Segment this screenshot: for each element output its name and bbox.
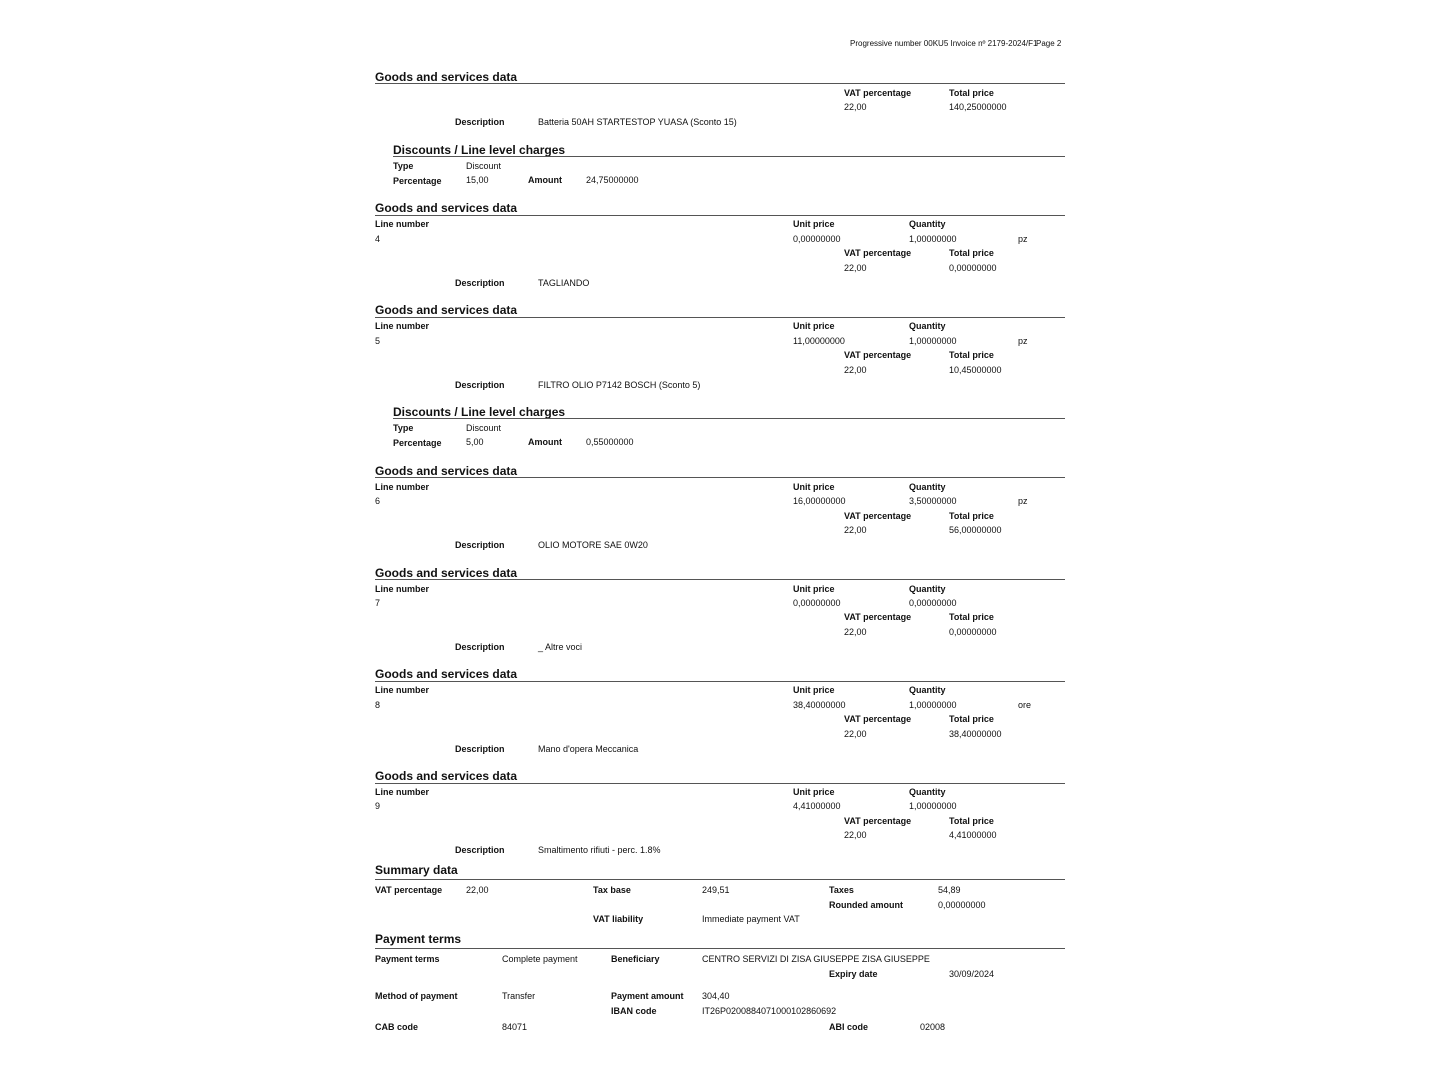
payment-terms-title: Payment terms (375, 932, 462, 946)
description-value: Smaltimento rifiuti - perc. 1.8% (538, 845, 661, 855)
description-value: OLIO MOTORE SAE 0W20 (538, 540, 648, 550)
payment-terms-label: Payment terms (375, 954, 440, 964)
vat-percentage-value: 22,00 (844, 102, 867, 112)
section-title: Goods and services data (375, 566, 518, 580)
line-number-value: 9 (375, 801, 381, 811)
type-value: Discount (466, 423, 502, 433)
vat-percentage-label: VAT percentage (844, 88, 912, 98)
amount-label: Amount (528, 175, 562, 185)
description-value: FILTRO OLIO P7142 BOSCH (Sconto 5) (538, 380, 701, 390)
line-number-label: Line number (375, 219, 430, 229)
total-price-label: Total price (949, 714, 994, 724)
section-divider (375, 317, 1065, 318)
section-divider (375, 215, 1065, 216)
type-value: Discount (466, 161, 502, 171)
quantity-value: 3,50000000 (909, 496, 957, 506)
progressive-number: Progressive number 00KU5 Invoice nº 2179-2024/F1 (850, 39, 1038, 48)
taxes-label: Taxes (829, 885, 854, 895)
unit-of-measure: pz (1018, 336, 1028, 346)
beneficiary-value: CENTRO SERVIZI DI ZISA GIUSEPPE ZISA GIUSEPPE (702, 954, 930, 964)
unit-price-value: 16,00000000 (793, 496, 846, 506)
section-divider (375, 681, 1065, 682)
total-price-value: 140,25000000 (949, 102, 1007, 112)
section-divider (375, 948, 1065, 949)
quantity-value: 0,00000000 (909, 598, 957, 608)
amount-label: Amount (528, 437, 562, 447)
total-price-value: 4,41000000 (949, 830, 997, 840)
vat-percentage-label: VAT percentage (844, 350, 912, 360)
line-number-label: Line number (375, 321, 430, 331)
unit-price-value: 38,40000000 (793, 700, 846, 710)
section-title: Goods and services data (375, 667, 518, 681)
total-price-value: 56,00000000 (949, 525, 1002, 535)
unit-of-measure: pz (1018, 496, 1028, 506)
abi-code-label: ABI code (829, 1022, 869, 1032)
iban-code-label: IBAN code (611, 1006, 657, 1016)
vat-percentage-value: 22,00 (844, 627, 867, 637)
quantity-label: Quantity (909, 219, 946, 229)
type-label: Type (393, 161, 414, 171)
expiry-date-label: Expiry date (829, 969, 878, 979)
unit-price-value: 0,00000000 (793, 234, 841, 244)
total-price-value: 38,40000000 (949, 729, 1002, 739)
vat-percentage-label: VAT percentage (844, 816, 912, 826)
percentage-label: Percentage (393, 176, 442, 186)
description-label: Description (455, 278, 505, 288)
line-number-value: 4 (375, 234, 381, 244)
section-title: Goods and services data (375, 464, 518, 478)
quantity-label: Quantity (909, 584, 946, 594)
description-value: Mano d'opera Meccanica (538, 744, 639, 754)
payment-amount-value: 304,40 (702, 991, 730, 1001)
vat-percentage-value: 22,00 (466, 885, 489, 895)
line-number-value: 6 (375, 496, 381, 506)
description-label: Description (455, 380, 505, 390)
vat-percentage-label: VAT percentage (844, 612, 912, 622)
method-of-payment-value: Transfer (502, 991, 536, 1001)
quantity-value: 1,00000000 (909, 801, 957, 811)
payment-terms-value: Complete payment (502, 954, 578, 964)
section-title: Goods and services data (375, 769, 518, 783)
unit-price-label: Unit price (793, 787, 835, 797)
line-number-value: 5 (375, 336, 381, 346)
page-number: Page 2 (1036, 39, 1062, 48)
description-label: Description (455, 845, 505, 855)
quantity-label: Quantity (909, 482, 946, 492)
total-price-label: Total price (949, 816, 994, 826)
vat-percentage-value: 22,00 (844, 263, 867, 273)
vat-liability-label: VAT liability (593, 914, 644, 924)
total-price-label: Total price (949, 88, 994, 98)
line-number-label: Line number (375, 482, 430, 492)
unit-price-label: Unit price (793, 219, 835, 229)
percentage-label: Percentage (393, 438, 442, 448)
percentage-value: 15,00 (466, 175, 489, 185)
line-number-label: Line number (375, 584, 430, 594)
section-divider (375, 879, 1065, 880)
vat-percentage-label: VAT percentage (375, 885, 443, 895)
quantity-value: 1,00000000 (909, 234, 957, 244)
cab-code-label: CAB code (375, 1022, 419, 1032)
type-label: Type (393, 423, 414, 433)
taxes-value: 54,89 (938, 885, 961, 895)
section-divider (393, 156, 1065, 157)
vat-percentage-value: 22,00 (844, 729, 867, 739)
section-divider (375, 477, 1065, 478)
section-divider (375, 783, 1065, 784)
unit-price-value: 0,00000000 (793, 598, 841, 608)
unit-price-value: 4,41000000 (793, 801, 841, 811)
vat-percentage-label: VAT percentage (844, 511, 912, 521)
tax-base-label: Tax base (593, 885, 631, 895)
quantity-value: 1,00000000 (909, 700, 957, 710)
vat-percentage-value: 22,00 (844, 525, 867, 535)
vat-percentage-label: VAT percentage (844, 714, 912, 724)
total-price-value: 0,00000000 (949, 263, 997, 273)
unit-price-label: Unit price (793, 482, 835, 492)
iban-code-value: IT26P0200884071000102860692 (702, 1006, 837, 1016)
section-title: Goods and services data (375, 201, 518, 215)
quantity-value: 1,00000000 (909, 336, 957, 346)
quantity-label: Quantity (909, 321, 946, 331)
quantity-label: Quantity (909, 685, 946, 695)
unit-price-value: 11,00000000 (793, 336, 845, 346)
beneficiary-label: Beneficiary (611, 954, 660, 964)
line-number-value: 8 (375, 700, 381, 710)
amount-value: 0,55000000 (586, 437, 634, 447)
section-divider (393, 418, 1065, 419)
method-of-payment-label: Method of payment (375, 991, 458, 1001)
rounded-amount-label: Rounded amount (829, 900, 903, 910)
total-price-value: 10,45000000 (949, 365, 1002, 375)
description-value: TAGLIANDO (538, 278, 590, 288)
percentage-value: 5,00 (466, 437, 484, 447)
description-value: Batteria 50AH STARTESTOP YUASA (Sconto 15) (538, 117, 737, 127)
total-price-label: Total price (949, 350, 994, 360)
quantity-label: Quantity (909, 787, 946, 797)
rounded-amount-value: 0,00000000 (938, 900, 986, 910)
description-value: _ Altre voci (538, 642, 583, 652)
description-label: Description (455, 540, 505, 550)
line-number-value: 7 (375, 598, 381, 608)
total-price-label: Total price (949, 612, 994, 622)
total-price-label: Total price (949, 248, 994, 258)
expiry-date-value: 30/09/2024 (949, 969, 995, 979)
description-label: Description (455, 117, 505, 127)
discount-section-title: Discounts / Line level charges (393, 405, 566, 419)
unit-price-label: Unit price (793, 321, 835, 331)
section-title: Goods and services data (375, 303, 518, 317)
vat-percentage-value: 22,00 (844, 830, 867, 840)
vat-liability-value: Immediate payment VAT (702, 914, 800, 924)
section-title: Goods and services data (375, 70, 518, 84)
vat-percentage-label: VAT percentage (844, 248, 912, 258)
unit-of-measure: ore (1018, 700, 1032, 710)
payment-amount-label: Payment amount (611, 991, 684, 1001)
description-label: Description (455, 744, 505, 754)
summary-title: Summary data (375, 863, 458, 877)
section-divider (375, 579, 1065, 580)
description-label: Description (455, 642, 505, 652)
total-price-label: Total price (949, 511, 994, 521)
cab-code-value: 84071 (502, 1022, 528, 1032)
vat-percentage-value: 22,00 (844, 365, 867, 375)
tax-base-value: 249,51 (702, 885, 730, 895)
amount-value: 24,75000000 (586, 175, 639, 185)
line-number-label: Line number (375, 685, 430, 695)
total-price-value: 0,00000000 (949, 627, 997, 637)
section-divider (375, 83, 1065, 84)
discount-section-title: Discounts / Line level charges (393, 143, 566, 157)
abi-code-value: 02008 (920, 1022, 946, 1032)
unit-price-label: Unit price (793, 685, 835, 695)
unit-of-measure: pz (1018, 234, 1028, 244)
unit-price-label: Unit price (793, 584, 835, 594)
line-number-label: Line number (375, 787, 430, 797)
